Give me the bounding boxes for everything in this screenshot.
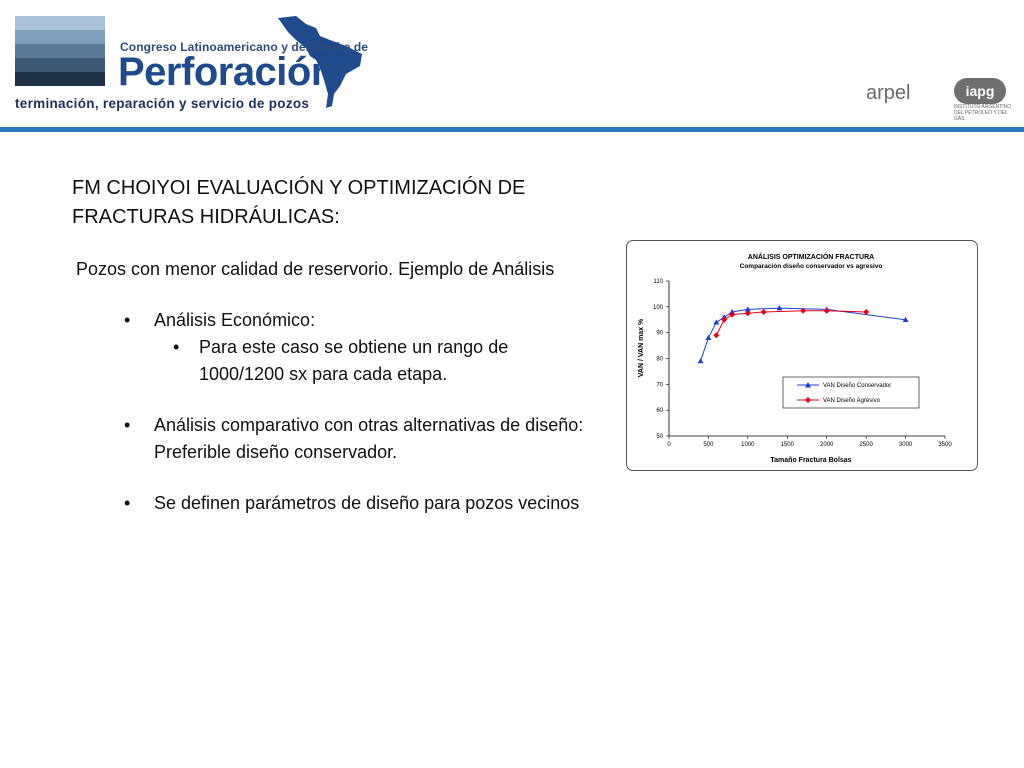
chart-title: ANÁLISIS OPTIMIZACIÓN FRACTURA bbox=[747, 254, 875, 261]
event-subtitle: terminación, reparación y servicio de pozos bbox=[15, 96, 310, 111]
y-tick-label: 70 bbox=[656, 382, 663, 389]
slide-header bbox=[0, 0, 1024, 132]
legend-label-aggressive: VAN Diseño Agresivo bbox=[823, 398, 880, 404]
bullet-economic: • Análisis Económico: bbox=[154, 307, 592, 334]
chart-legend bbox=[783, 377, 919, 408]
x-tick-label: 500 bbox=[703, 442, 714, 448]
series-point-1 bbox=[721, 317, 727, 323]
congress-logo bbox=[15, 16, 105, 86]
series-point-1 bbox=[824, 308, 830, 314]
iapg-logo: iapg bbox=[954, 78, 1006, 104]
x-tick-label: 1500 bbox=[780, 442, 794, 448]
optimization-chart bbox=[627, 241, 979, 472]
slide-body bbox=[72, 174, 592, 517]
congress-name: Congreso Latinoamericano y del Caribe de bbox=[120, 40, 369, 54]
bullet-parameters: • Se definen parámetros de diseño para pozos vecinos bbox=[154, 490, 592, 517]
chart-axes bbox=[653, 279, 952, 448]
sub-bullet-range: • Para este caso se obtiene un rango de 1000/1200 sx para cada etapa. bbox=[199, 334, 592, 388]
chart-frame bbox=[626, 240, 978, 471]
series-line-1 bbox=[716, 311, 866, 336]
x-tick-label: 3000 bbox=[898, 442, 913, 448]
x-tick-label: 3500 bbox=[938, 442, 952, 448]
series-point-1 bbox=[729, 312, 735, 318]
arpel-logo: arpel bbox=[866, 82, 911, 104]
series-point-1 bbox=[713, 332, 719, 338]
lead-text: Pozos con menor calidad de reservorio. Ejemplo de Análisis bbox=[76, 259, 555, 279]
iapg-logo-caption: INSTITUTO ARGENTINO DEL PETROLEO Y DEL GAS bbox=[954, 104, 1012, 122]
x-axis-label: Tamaño Fractura Bolsas bbox=[770, 457, 852, 464]
slide-title: FM CHOIYOI EVALUACIÓN Y OPTIMIZACIÓN DE FRACTURAS HIDRÁULICAS: bbox=[72, 177, 526, 228]
legend-label-conservative: VAN Diseño Conservador bbox=[823, 383, 892, 389]
chart-subtitle: Comparación diseño conservador vs agresivo bbox=[739, 263, 883, 270]
series-point-0 bbox=[713, 319, 719, 324]
y-tick-label: 90 bbox=[656, 330, 663, 337]
x-tick-label: 0 bbox=[667, 442, 671, 448]
y-tick-label: 80 bbox=[656, 356, 663, 363]
series-point-0 bbox=[698, 358, 704, 363]
x-tick-label: 2500 bbox=[859, 442, 873, 448]
header-divider bbox=[0, 127, 1024, 132]
x-tick-label: 2000 bbox=[820, 442, 834, 448]
bullet-comparative: • Análisis comparativo con otras alternativas de diseño: Preferible diseño conservador. bbox=[154, 412, 592, 466]
y-axis-label: VAN / VAN max % bbox=[638, 318, 645, 378]
x-tick-label: 1000 bbox=[741, 442, 755, 448]
series-point-1 bbox=[761, 309, 767, 315]
series-point-0 bbox=[705, 335, 711, 340]
y-tick-label: 110 bbox=[653, 279, 663, 285]
chart-series bbox=[698, 305, 909, 363]
y-tick-label: 50 bbox=[656, 434, 663, 440]
y-tick-label: 100 bbox=[652, 304, 663, 311]
y-tick-label: 60 bbox=[656, 408, 663, 415]
event-title: Perforación bbox=[118, 50, 335, 94]
